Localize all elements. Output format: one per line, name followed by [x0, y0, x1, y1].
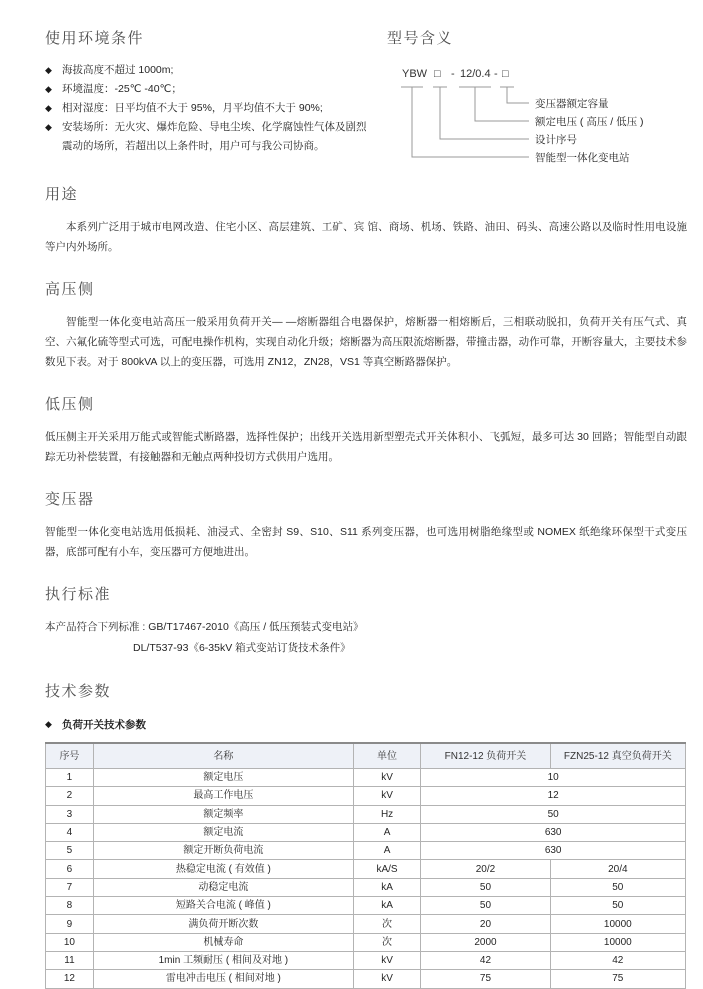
- table-row: [46, 897, 686, 915]
- code-part-box-2: □: [502, 68, 509, 80]
- usage-paragraph: 本系列广泛用于城市电网改造、住宅小区、高层建筑、工矿、宾 馆、商场、机场、铁路、油田、码头、高速公路以及临时性用电设施等户内外场所。: [45, 221, 687, 253]
- diamond-bullet-icon: ◆: [45, 84, 52, 94]
- table-row: [46, 915, 686, 933]
- cell-row-number: 12: [46, 970, 94, 988]
- cell-fzn25-value: 10000: [550, 933, 685, 951]
- hv-side-paragraph: 智能型一体化变电站高压一般采用负荷开关— —熔断器组合电器保护，熔断器一相熔断后，三相联动脱扣，负荷开关有压气式、真空、六氟化硫等型式可选，可配电操作机构，实现自动化升级；熔断器为高压限流熔断器，带撞击器，动作可靠，开断容量大，主要技术参数见下表。对于 800kVA 以上的变压器，可选用 ZN12，ZN28，VS1 等真空断路器保护。: [45, 316, 687, 368]
- table-row: [46, 805, 686, 823]
- code-part-dash-2: -: [494, 68, 498, 80]
- lv-side-title: 低压侧: [45, 396, 95, 413]
- cell-fn12-value: 20: [421, 915, 550, 933]
- section-environment-conditions: [45, 30, 375, 172]
- header-name: 名称: [93, 743, 353, 769]
- table-row: [46, 787, 686, 805]
- diagram-label-station: 智能型一体化变电站: [535, 152, 630, 164]
- table-row: [46, 878, 686, 896]
- model-meaning-title: 型号含义: [387, 30, 454, 47]
- list-item: [45, 99, 375, 118]
- diamond-bullet-icon: ◆: [45, 122, 52, 132]
- standards-line-2: DL/T537-93《6-35kV 箱式变站订货技术条件》: [133, 642, 351, 654]
- standards-line-1: 本产品符合下列标准 : GB/T17467-2010《高压 / 低压预装式变电站》: [45, 621, 364, 633]
- cell-unit: A: [353, 823, 421, 841]
- section-hv-side: [45, 281, 686, 372]
- cell-row-number: 5: [46, 842, 94, 860]
- cell-param-name: 额定电流: [93, 823, 353, 841]
- cell-unit: kV: [353, 951, 421, 969]
- hv-side-title: 高压侧: [45, 281, 95, 298]
- code-part-voltage: 12/0.4: [460, 68, 491, 80]
- cell-unit: kV: [353, 787, 421, 805]
- transformer-title: 变压器: [45, 491, 95, 508]
- cell-row-number: 10: [46, 933, 94, 951]
- cell-merged-value: 10: [421, 769, 686, 787]
- code-part-box-1: □: [434, 68, 441, 80]
- cell-merged-value: 630: [421, 823, 686, 841]
- table-row: [46, 933, 686, 951]
- cell-row-number: 1: [46, 769, 94, 787]
- diamond-bullet-icon: ◆: [45, 65, 52, 75]
- cell-fzn25-value: 42: [550, 951, 685, 969]
- cell-fn12-value: 2000: [421, 933, 550, 951]
- cell-merged-value: 50: [421, 805, 686, 823]
- cell-unit: kA: [353, 897, 421, 915]
- cell-fzn25-value: 50: [550, 878, 685, 896]
- cell-row-number: 2: [46, 787, 94, 805]
- section-model-meaning: [375, 30, 686, 172]
- diagram-label-voltage: 额定电压 ( 高压 / 低压 ): [535, 116, 644, 128]
- cell-fn12-value: 75: [421, 970, 550, 988]
- cell-param-name: 额定电压: [93, 769, 353, 787]
- cell-fn12-value: 42: [421, 951, 550, 969]
- params-table-body: [46, 769, 686, 989]
- table-header: [46, 743, 686, 769]
- tech-params-subtitle-row: [45, 717, 686, 732]
- cell-fzn25-value: 75: [550, 970, 685, 988]
- cell-merged-value: 12: [421, 787, 686, 805]
- cell-unit: 次: [353, 933, 421, 951]
- header-fn12: FN12-12 负荷开关: [421, 743, 550, 769]
- environment-title: 使用环境条件: [45, 30, 145, 47]
- model-code-diagram: [387, 61, 686, 171]
- cell-unit: 次: [353, 915, 421, 933]
- bullet-text: 安装场所：无火灾、爆炸危险、导电尘埃、化学腐蚀性气体及剧烈震动的场所，若超出以上条件时，用户可与我公司协商。: [62, 121, 367, 152]
- cell-unit: kV: [353, 970, 421, 988]
- code-part-dash-1: -: [451, 68, 455, 80]
- diagram-label-design-no: 设计序号: [535, 134, 577, 146]
- cell-unit: kV: [353, 769, 421, 787]
- cell-unit: Hz: [353, 805, 421, 823]
- diamond-bullet-icon: ◆: [45, 103, 52, 113]
- cell-param-name: 最高工作电压: [93, 787, 353, 805]
- tech-params-subtitle: 负荷开关技术参数: [62, 719, 146, 731]
- cell-row-number: 11: [46, 951, 94, 969]
- list-item: [45, 118, 375, 156]
- table-row: [46, 842, 686, 860]
- cell-fn12-value: 50: [421, 878, 550, 896]
- section-tech-params: [45, 683, 686, 989]
- environment-bullet-list: [45, 61, 375, 156]
- bullet-text: 相对湿度：日平均值不大于 95%，月平均值不大于 90%;: [62, 102, 323, 114]
- section-lv-side: [45, 396, 686, 467]
- cell-unit: kA/S: [353, 860, 421, 878]
- section-standards: [45, 586, 686, 659]
- header-fzn25: FZN25-12 真空负荷开关: [550, 743, 685, 769]
- transformer-paragraph: 智能型一体化变电站选用低损耗、油浸式、全密封 S9、S10、S11 系列变压器，也可选用树脂绝缘型或 NOMEX 纸绝缘环保型干式变压器，底部可配有小车，变压器可方便地进出。: [45, 526, 687, 558]
- cell-param-name: 1min 工频耐压 ( 相间及对地 ): [93, 951, 353, 969]
- cell-param-name: 机械寿命: [93, 933, 353, 951]
- cell-param-name: 雷电冲击电压 ( 相间对地 ): [93, 970, 353, 988]
- cell-fzn25-value: 10000: [550, 915, 685, 933]
- table-row: [46, 823, 686, 841]
- code-part-series: YBW: [402, 68, 428, 80]
- cell-param-name: 额定开断负荷电流: [93, 842, 353, 860]
- diagram-label-capacity: 变压器额定容量: [535, 98, 609, 110]
- tech-params-title: 技术参数: [45, 683, 112, 700]
- table-header-row: [46, 743, 686, 769]
- list-item: [45, 80, 375, 99]
- cell-param-name: 短路关合电流 ( 峰值 ): [93, 897, 353, 915]
- bullet-text: 环境温度：-25℃ -40℃；: [62, 83, 182, 95]
- table-row: [46, 970, 686, 988]
- cell-row-number: 7: [46, 878, 94, 896]
- table-row: [46, 860, 686, 878]
- standards-title: 执行标准: [45, 586, 112, 603]
- section-transformer: [45, 491, 686, 562]
- usage-title: 用途: [45, 186, 79, 203]
- cell-row-number: 8: [46, 897, 94, 915]
- top-area: [45, 30, 686, 172]
- table-row: [46, 769, 686, 787]
- cell-merged-value: 630: [421, 842, 686, 860]
- lv-side-paragraph: 低压侧主开关采用万能式或智能式断路器，选择性保护；出线开关选用新型塑壳式开关体积小、飞弧短，最多可达 30 回路；智能型自动跟踪无功补偿装置，有接触器和无触点两种投切方式供用户选用。: [45, 431, 687, 463]
- list-item: [45, 61, 375, 80]
- model-code: [387, 68, 687, 82]
- cell-fn12-value: 50: [421, 897, 550, 915]
- diamond-bullet-icon: ◆: [45, 719, 52, 729]
- header-no: 序号: [46, 743, 94, 769]
- cell-row-number: 4: [46, 823, 94, 841]
- cell-param-name: 额定频率: [93, 805, 353, 823]
- cell-param-name: 热稳定电流 ( 有效值 ): [93, 860, 353, 878]
- cell-fzn25-value: 20/4: [550, 860, 685, 878]
- header-unit: 单位: [353, 743, 421, 769]
- cell-row-number: 6: [46, 860, 94, 878]
- cell-unit: A: [353, 842, 421, 860]
- cell-unit: kA: [353, 878, 421, 896]
- load-switch-params-table: [45, 742, 686, 989]
- cell-param-name: 满负荷开断次数: [93, 915, 353, 933]
- bullet-text: 海拔高度不超过 1000m;: [62, 64, 174, 76]
- cell-row-number: 3: [46, 805, 94, 823]
- cell-param-name: 动稳定电流: [93, 878, 353, 896]
- table-row: [46, 951, 686, 969]
- cell-fn12-value: 20/2: [421, 860, 550, 878]
- cell-fzn25-value: 50: [550, 897, 685, 915]
- cell-row-number: 9: [46, 915, 94, 933]
- section-usage: [45, 186, 686, 257]
